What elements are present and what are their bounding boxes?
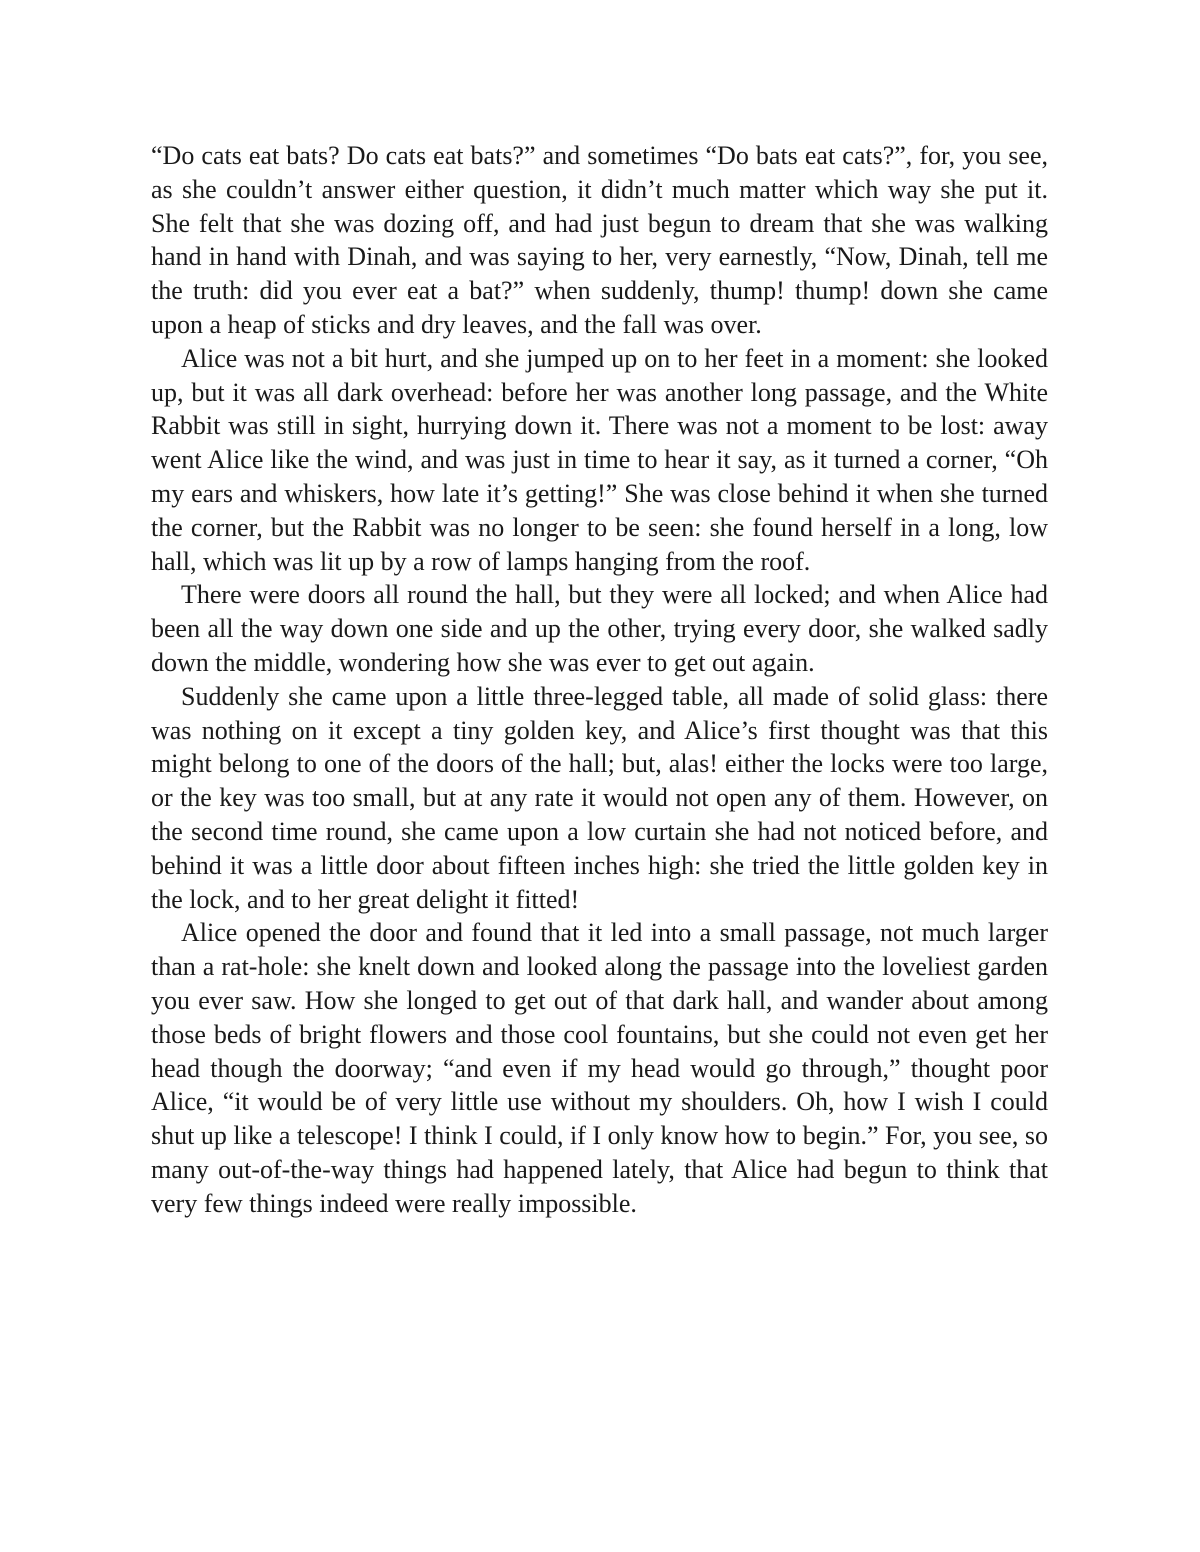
paragraph-4: Suddenly she came upon a little three-legged table, all made of solid glass: there was nothing on it except a tiny golden key, and Alice’s first thought was that this might belong to one of the doors of the hall; but, alas! either the locks were too large, or the key was too small, but at any rate it would not open any of them. However, on the second time round, she came upon a low curtain she had not noticed before, and behind it was a little door about fifteen inches high: she tried the little golden key in the lock, and to her great delight it fitted!	[151, 681, 1048, 914]
paragraph-1: “Do cats eat bats? Do cats eat bats?” and sometimes “Do bats eat cats?”, for, you see, as she couldn’t answer either question, it didn’t much matter which way she put it. She felt that she was dozing off, and had just begun to dream that she was walking hand in hand with Dinah, and was saying to her, very earnestly, “Now, Dinah, tell me the truth: did you ever eat a bat?” when suddenly, thump! thump! down she came upon a heap of sticks and dry leaves, and the fall was over.	[151, 141, 1048, 339]
book-page	[151, 139, 1048, 1221]
paragraph-2: Alice was not a bit hurt, and she jumped up on to her feet in a moment: she looked up, but it was all dark overhead: before her was another long passage, and the White Rabbit was still in sight, hurrying down it. There was not a moment to be lost: away went Alice like the wind, and was just in time to hear it say, as it turned a corner, “Oh my ears and whiskers, how late it’s getting!” She was close behind it when she turned the corner, but the Rabbit was no longer to be seen: she found herself in a long, low hall, which was lit up by a row of lamps hanging from the roof.	[151, 343, 1048, 576]
paragraph-5: Alice opened the door and found that it led into a small passage, not much larger than a rat-hole: she knelt down and looked along the passage into the loveliest garden you ever saw. How she longed to get out of that dark hall, and wander about among those beds of bright flowers and those cool fountains, but she could not even get her head though the doorway; “and even if my head would go through,” thought poor Alice, “it would be of very little use without my shoulders. Oh, how I wish I could shut up like a telescope! I think I could, if I only know how to begin.” For, you see, so many out-of-the-way things had happened lately, that Alice had begun to think that very few things indeed were really impossible.	[151, 918, 1048, 1218]
paragraph-3: There were doors all round the hall, but they were all locked; and when Alice had been all the way down one side and up the other, trying every door, she walked sadly down the middle, wondering how she was ever to get out again.	[151, 580, 1048, 677]
